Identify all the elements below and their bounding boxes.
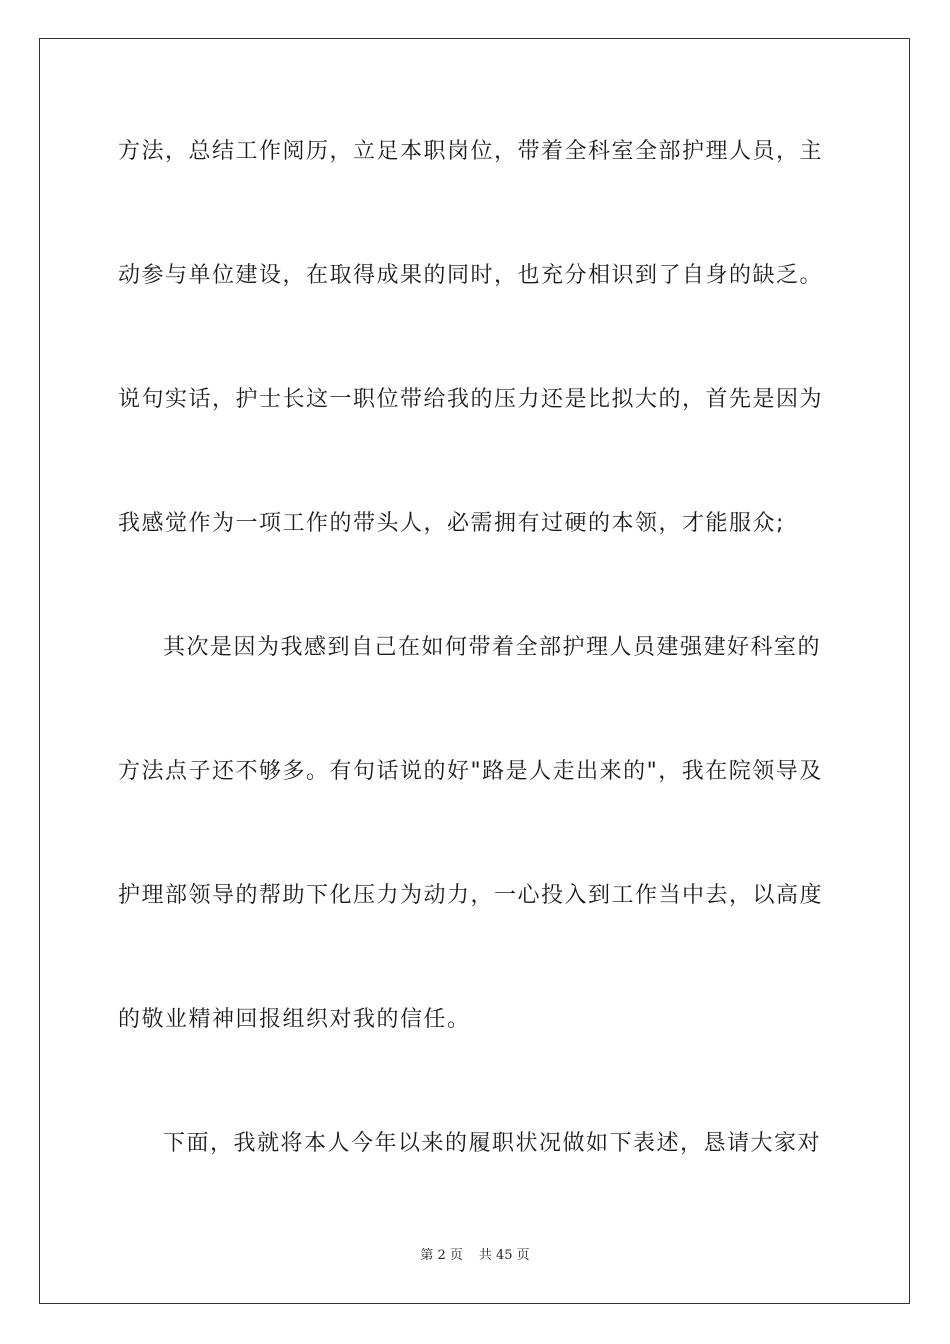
page-border bbox=[39, 38, 910, 1304]
body-line-4: 我感觉作为一项工作的带头人，必需拥有过硬的本领，才能服众; bbox=[118, 511, 785, 536]
body-line-8: 的敬业精神回报组织对我的信任。 bbox=[118, 1007, 471, 1032]
body-line-6: 方法点子还不够多。有句话说的好"路是人走出来的"，我在院领导及 bbox=[118, 759, 823, 784]
body-line-9: 下面，我就将本人今年以来的履职状况做如下表述，恳请大家对 bbox=[163, 1131, 822, 1156]
body-line-7: 护理部领导的帮助下化压力为动力，一心投入到工作当中去，以高度 bbox=[118, 883, 824, 908]
body-line-5: 其次是因为我感到自己在如何带着全部护理人员建强建好科室的 bbox=[163, 635, 822, 660]
body-line-1: 方法，总结工作阅历，立足本职岗位，带着全科室全部护理人员，主 bbox=[118, 139, 824, 164]
page-number: 第 2 页 bbox=[420, 1248, 463, 1263]
body-line-2: 动参与单位建设，在取得成果的同时，也充分相识到了自身的缺乏。 bbox=[118, 263, 824, 288]
body-line-3: 说句实话，护士长这一职位带给我的压力还是比拟大的，首先是因为 bbox=[118, 387, 824, 412]
total-pages: 共 45 页 bbox=[478, 1248, 530, 1263]
page-footer bbox=[0, 1247, 950, 1265]
